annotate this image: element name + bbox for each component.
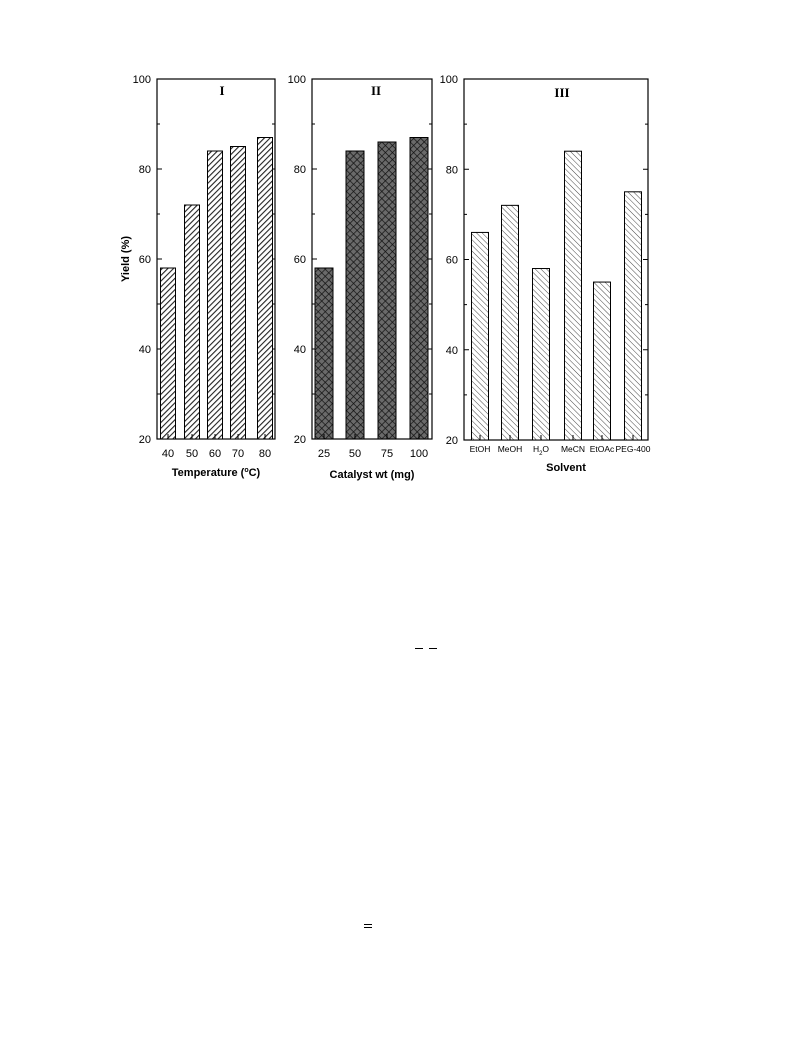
x-tick-label: 40 xyxy=(161,448,175,460)
panel-1-y-axis xyxy=(133,74,275,446)
y-tick-label: 80 xyxy=(445,164,458,177)
x-tick-label: MeCN xyxy=(560,444,586,454)
bar xyxy=(594,282,611,440)
x-tick-label: 60 xyxy=(208,448,222,460)
panel-3-frame xyxy=(464,79,648,440)
bar xyxy=(533,269,550,440)
x-tick-label: 100 xyxy=(409,448,429,460)
y-tick-label: 20 xyxy=(293,434,306,446)
bar xyxy=(258,138,273,440)
panel-1 xyxy=(120,74,275,479)
y-tick-label: 80 xyxy=(138,164,151,176)
x-tick-label: 50 xyxy=(185,448,199,460)
panel-3-x-axis-title: Solvent xyxy=(546,462,586,474)
panel-3-label: III xyxy=(554,85,570,100)
x-tick-label: PEG-400 xyxy=(615,444,651,454)
x-tick-label: 50 xyxy=(348,448,362,460)
x-tick-label: 25 xyxy=(317,448,331,460)
equals-mark-bottom xyxy=(364,927,372,928)
panel-2 xyxy=(288,74,432,481)
bar xyxy=(410,138,428,440)
bar xyxy=(565,151,582,440)
bar xyxy=(185,205,200,439)
panel-2-bars xyxy=(315,138,428,440)
y-tick-label: 40 xyxy=(445,344,458,357)
bar xyxy=(378,142,396,439)
bar xyxy=(472,232,489,440)
y-tick-label: 100 xyxy=(439,74,458,86)
panel-1-x-axis-title: Temperature ($^o$C) xyxy=(171,467,261,479)
x-tick-label: 70 xyxy=(231,448,245,460)
panel-2-label: II xyxy=(370,83,382,98)
panel-3 xyxy=(440,74,651,474)
bar xyxy=(208,151,223,439)
y-tick-label: 20 xyxy=(138,434,151,446)
panel-2-x-axis-title: Catalyst wt (mg) xyxy=(329,469,415,481)
x-tick-label: MeOH xyxy=(497,444,523,454)
x-tick-label: 80 xyxy=(258,448,272,460)
y-tick-label: 60 xyxy=(138,254,151,266)
panel-1-label: I xyxy=(219,83,225,98)
dash-mark-right xyxy=(429,648,437,649)
y-tick-label: 40 xyxy=(293,344,306,356)
y-tick-label: 60 xyxy=(293,254,306,266)
dash-mark-left xyxy=(415,648,423,649)
panel-3-bars xyxy=(472,151,642,440)
bar xyxy=(346,151,364,439)
y-tick-label: 100 xyxy=(132,74,151,86)
panel-1-bars xyxy=(161,138,273,440)
y-tick-label: 20 xyxy=(445,435,458,447)
bar xyxy=(625,192,642,440)
x-tick-label: $H_2O$ xyxy=(532,444,550,457)
equals-mark-top xyxy=(364,924,372,925)
y-tick-label: 60 xyxy=(445,254,458,267)
bar xyxy=(161,268,176,439)
bar xyxy=(231,147,246,440)
y-tick-label: 40 xyxy=(138,344,151,356)
x-tick-label: EtOH xyxy=(469,444,491,454)
bar xyxy=(502,205,519,440)
bar xyxy=(315,268,333,439)
panel-3-x-axis xyxy=(470,435,651,457)
y-axis-title: Yield (%) xyxy=(120,235,132,283)
y-tick-label: 100 xyxy=(287,74,306,86)
x-tick-label: EtOAc xyxy=(589,444,615,454)
y-tick-label: 80 xyxy=(293,164,306,176)
x-tick-label: 75 xyxy=(380,448,394,460)
